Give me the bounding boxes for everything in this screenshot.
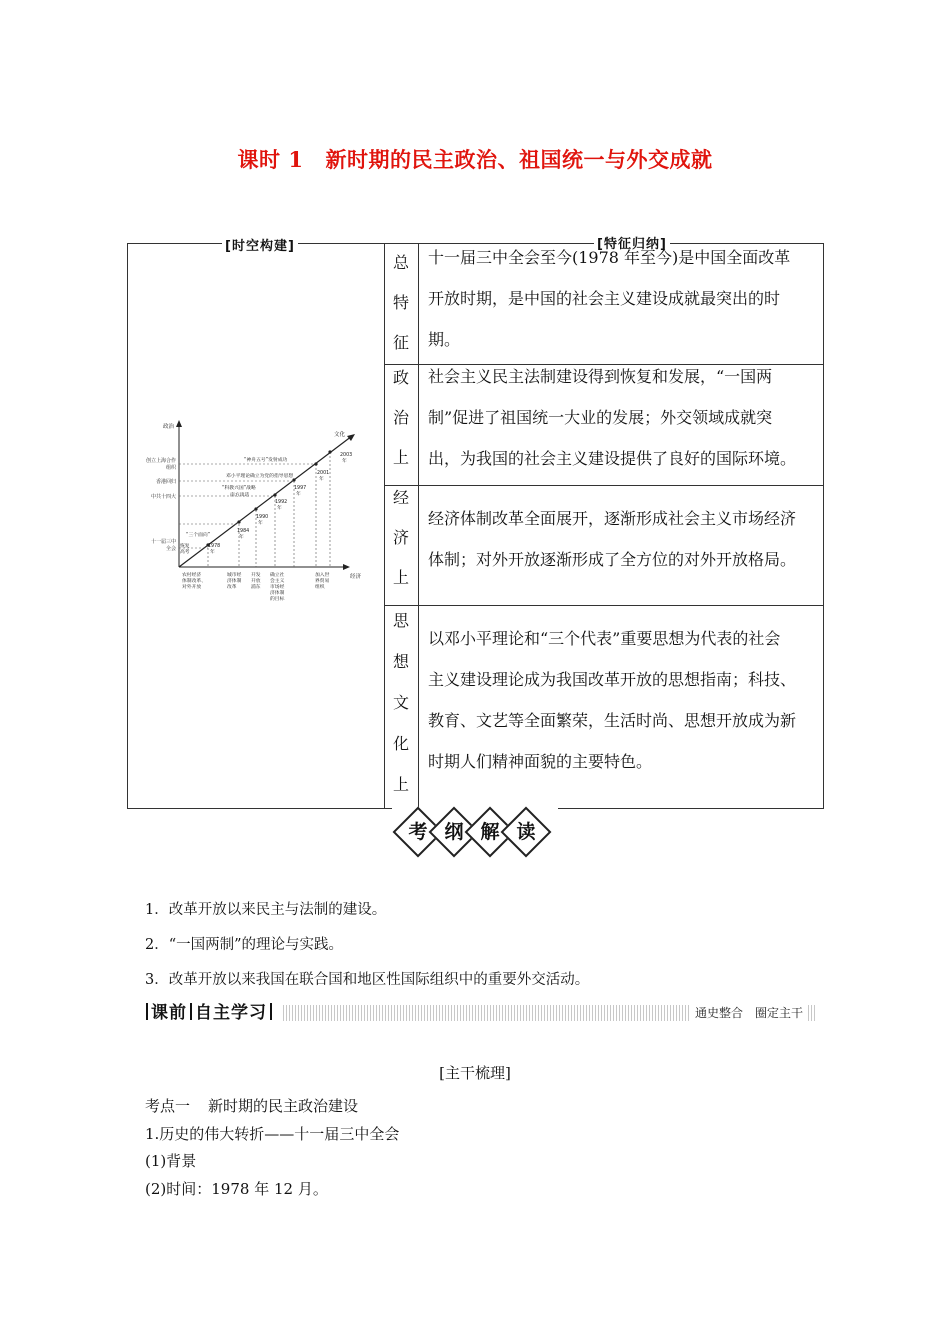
- svg-text:1997: 1997: [294, 486, 307, 491]
- point-heading: 考点一 新时期的民主政治建设: [145, 1097, 359, 1115]
- svg-text:的目标: 的目标: [270, 597, 285, 602]
- diagonal-arrow: [347, 434, 355, 441]
- svg-text:济体制: 济体制: [270, 591, 285, 596]
- svg-text:改革: 改革: [227, 585, 237, 590]
- section-subtitle: 通史整合 圈定主干: [691, 1003, 807, 1024]
- objective-item: 2．“一国两制”的理论与实践。: [145, 937, 344, 953]
- svg-text:全会: 全会: [165, 546, 176, 552]
- year-labels: [208, 452, 352, 555]
- svg-text:济体制: 济体制: [227, 579, 242, 584]
- section-header: [143, 1003, 815, 1024]
- svg-text:开发: 开发: [251, 573, 261, 578]
- x-axis-label: 经济: [350, 574, 362, 580]
- svg-text:高考: 高考: [180, 550, 190, 555]
- svg-text:邓小平理论确立为党的指导思想: 邓小平理论确立为党的指导思想: [226, 474, 294, 479]
- section-title: 课前 自主学习: [143, 1003, 279, 1024]
- objective-item: 3．改革开放以来我国在联合国和地区性国际组织中的重要外交活动。: [145, 972, 590, 988]
- svg-text:确立社: 确立社: [270, 573, 285, 578]
- objective-item: 1．改革开放以来民主与法制的建设。: [145, 902, 387, 918]
- svg-text:香港回归: 香港回归: [155, 479, 176, 485]
- x-axis-arrow: [343, 564, 350, 570]
- subsection-title: [主干梳理]: [439, 1064, 511, 1082]
- row-text-culture: 以邓小平理论和“三个代表”重要思想为代表的社会 主义建设理论成为我国改革开放的思想指南；科技、 教育、文艺等全面繁荣，生活时尚、思想开放成为新 时期人们精神面貌的主要特色。: [428, 629, 797, 771]
- svg-text:农村经济: 农村经济: [182, 573, 202, 578]
- svg-text:十一届三中: 十一届三中: [150, 539, 176, 545]
- svg-text:1990: 1990: [256, 515, 269, 520]
- features-tag: [特征归纳]: [594, 233, 670, 252]
- svg-text:“三个面向”: “三个面向”: [186, 533, 211, 538]
- table-divider: [384, 243, 385, 809]
- svg-text:对外开放: 对外开放: [182, 585, 202, 590]
- content-line: (1)背景: [145, 1152, 197, 1170]
- svg-text:城市经: 城市经: [227, 573, 242, 578]
- svg-text:年: 年: [296, 492, 301, 497]
- bottom-labels: [182, 571, 330, 602]
- culture-diagonal: [179, 436, 352, 567]
- svg-text:界贸易: 界贸易: [315, 579, 330, 584]
- svg-text:南方谈话: 南方谈话: [230, 493, 250, 498]
- svg-text:市场经: 市场经: [270, 585, 285, 590]
- table-divider: [418, 243, 419, 809]
- svg-text:组织: 组织: [315, 585, 325, 590]
- svg-text:1992: 1992: [275, 500, 288, 505]
- y-axis-arrow: [176, 420, 182, 427]
- content-line: (2)时间：1978 年 12 月。: [145, 1180, 328, 1198]
- svg-text:年: 年: [342, 459, 347, 464]
- svg-text:创立上海合作: 创立上海合作: [145, 458, 176, 464]
- svg-text:年: 年: [210, 550, 215, 555]
- svg-text:“神舟五号”发射成功: “神舟五号”发射成功: [244, 458, 288, 463]
- svg-text:“科教兴国”战略: “科教兴国”战略: [222, 486, 256, 491]
- svg-text:加入世: 加入世: [315, 573, 330, 578]
- row-category-economy: 经 济 上: [392, 488, 409, 587]
- svg-text:组织: 组织: [165, 465, 176, 471]
- lesson-title: 新时期的民主政治、祖国统一与外交成就: [325, 147, 713, 172]
- svg-text:2001: 2001: [317, 471, 330, 476]
- row-text-politics: 社会主义民主法制建设得到恢复和发展，“一国两 制”促进了祖国统一大业的发展；外交领域成就突 出，为我国的社会主义建设提供了良好的国际环境。: [428, 367, 797, 468]
- svg-text:中共十四大: 中共十四大: [150, 494, 176, 500]
- row-category-overall: 总 特 征: [392, 253, 409, 352]
- left-labels: [146, 457, 177, 552]
- row-category-culture: 思 想 文 化 上: [392, 611, 409, 794]
- svg-text:1978: 1978: [208, 544, 221, 549]
- row-divider: [384, 605, 824, 606]
- row-text-overall: 十一届三中全会至今(1978 年至今)是中国全面改革 开放时期，是中国的社会主义建设成就最突出的时 期。: [428, 248, 791, 349]
- svg-text:年: 年: [277, 506, 282, 511]
- timeline-diagram: [134, 414, 378, 614]
- row-divider: [384, 485, 824, 486]
- svg-text:年: 年: [239, 535, 244, 540]
- content-line: 1.历史的伟大转折——十一届三中全会: [145, 1125, 400, 1143]
- diagonal-label: 文化: [334, 432, 346, 438]
- svg-text:1984: 1984: [237, 529, 250, 534]
- y-axis-label: 政治: [162, 424, 174, 430]
- svg-text:年: 年: [258, 521, 263, 526]
- page-title: [0, 144, 950, 174]
- row-text-economy: 经济体制改革全面展开，逐渐形成社会主义市场经济 体制；对外开放逐渐形成了全方位的对外开放格局。: [428, 509, 797, 569]
- row-category-politics: 政 治 上: [392, 368, 409, 467]
- svg-text:体制改革、: 体制改革、: [182, 579, 206, 584]
- svg-text:浦东: 浦东: [251, 585, 261, 590]
- timeline-tag: [时空构建]: [222, 235, 298, 254]
- svg-text:开放: 开放: [251, 579, 261, 584]
- svg-text:恢复: 恢复: [180, 544, 190, 549]
- svg-text:年: 年: [319, 477, 324, 482]
- svg-text:2003: 2003: [340, 453, 353, 458]
- svg-text:会主义: 会主义: [270, 579, 285, 584]
- lesson-number: 课时 1: [237, 147, 304, 172]
